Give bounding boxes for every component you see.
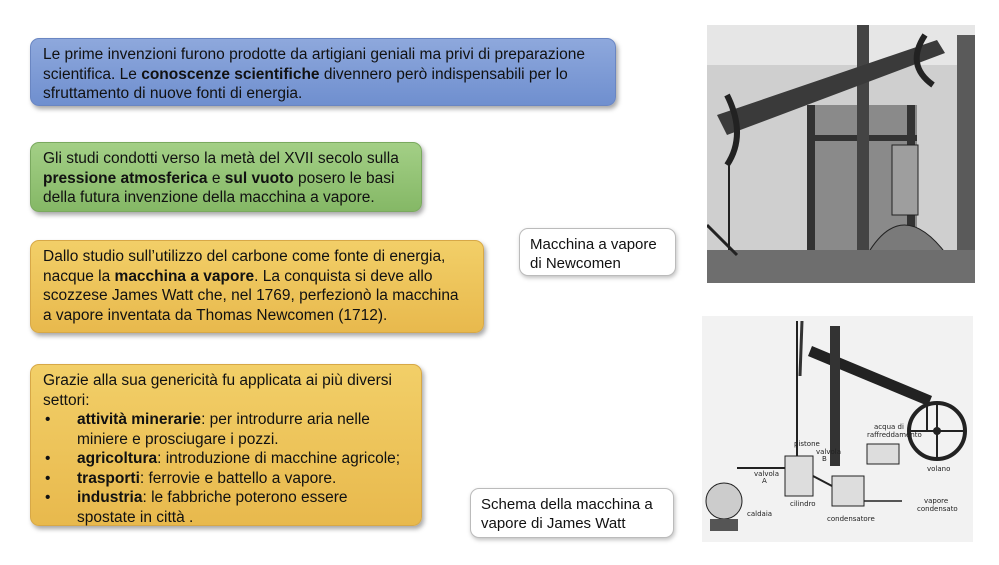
- label-b: B: [822, 455, 827, 463]
- label-pistone: pistone: [794, 440, 820, 448]
- steam-engine-paragraph: Dallo studio sull’utilizzo del carbone come fonte di energia, nacque la macchina a vapore. La conquista si deve allo scozzese James Watt che, nel 1769, perfezionò la macchina a vapore inventata da Thomas Newcomen (1712).: [43, 248, 459, 324]
- intro-text-box: [30, 38, 616, 106]
- watt-engine-schematic: [702, 316, 973, 542]
- list-item: • industria: le fabbriche poterono essere spostate in città .: [43, 488, 409, 527]
- list-item: • trasporti: ferrovie e battello a vapore.: [43, 469, 409, 489]
- newcomen-engine-image: [707, 25, 975, 283]
- applications-text-box: [30, 364, 422, 526]
- list-item: • attività minerarie: per introdurre aria nelle miniere e prosciugare i pozzi.: [43, 410, 409, 449]
- applications-list: [43, 410, 409, 527]
- label-caldaia: caldaia: [747, 510, 773, 518]
- label-condensato: condensato: [917, 505, 958, 513]
- steam-engine-text-box: [30, 240, 484, 333]
- label-valvola-b: valvola: [816, 448, 842, 456]
- watt-caption-text: Schema della macchina a vapore di James Watt: [481, 496, 653, 532]
- label-acqua: acqua di: [874, 423, 904, 431]
- label-valvola-a: valvola: [754, 470, 780, 478]
- watt-caption: [470, 488, 674, 538]
- newcomen-caption: [519, 228, 676, 276]
- list-item: • agricoltura: introduzione di macchine agricole;: [43, 449, 409, 469]
- label-raffreddamento: raffreddamento: [867, 431, 922, 439]
- label-condensatore: condensatore: [827, 515, 875, 523]
- label-a: A: [762, 477, 767, 485]
- intro-paragraph: Le prime invenzioni furono prodotte da artigiani geniali ma privi di preparazione scientifica. Le conoscenze scientifiche divennero però indispensabili per lo sfruttamento di nuove fonti di energia.: [43, 46, 585, 102]
- studies-paragraph: Gli studi condotti verso la metà del XVII secolo sulla pressione atmosferica e sul vuoto posero le basi della futura invenzione della macchina a vapore.: [43, 150, 399, 206]
- label-vapore: vapore: [924, 497, 949, 505]
- applications-intro: Grazie alla sua genericità fu applicata ai più diversi settori:: [43, 372, 392, 409]
- label-volano: volano: [927, 465, 951, 473]
- studies-text-box: [30, 142, 422, 212]
- newcomen-caption-text: Macchina a vapore di Newcomen: [530, 236, 657, 272]
- label-cilindro: cilindro: [790, 500, 816, 508]
